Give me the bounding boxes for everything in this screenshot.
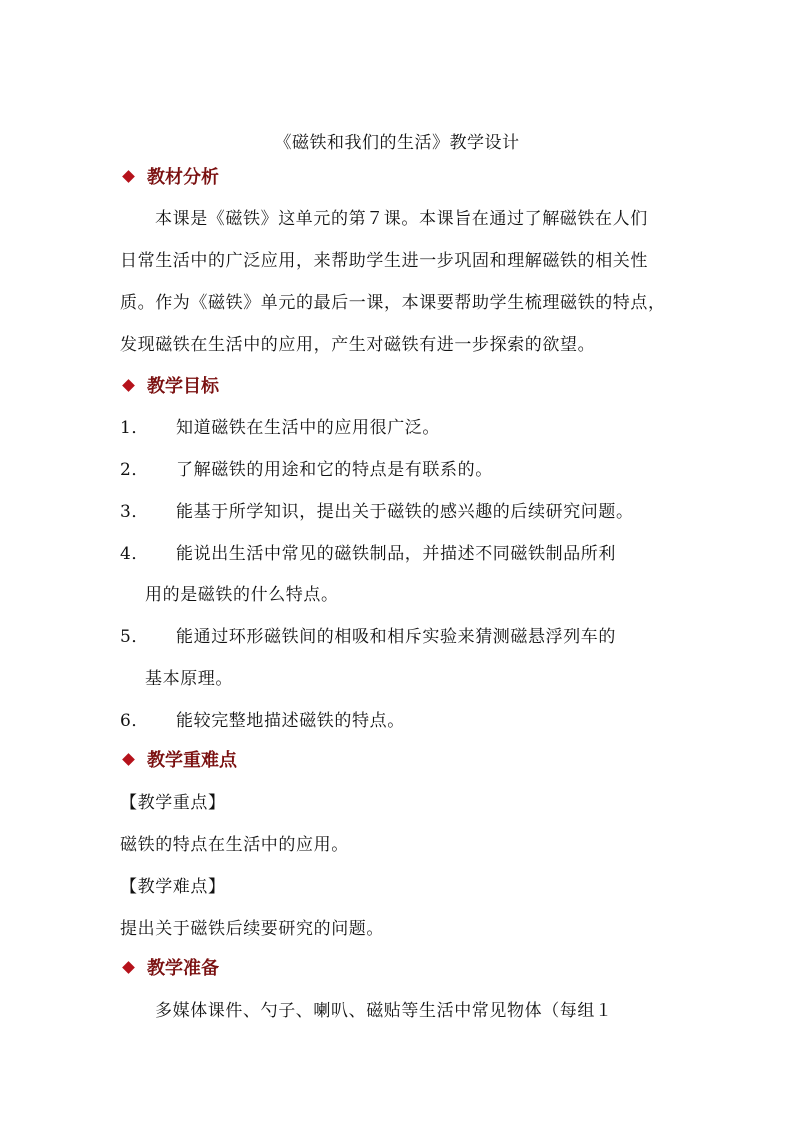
difficult-point-text: 提出关于磁铁后续要研究的问题。	[120, 919, 384, 939]
section-heading-text: 教材分析	[147, 167, 219, 188]
goal-text: 了解磁铁的用途和它的特点是有联系的。	[176, 460, 493, 480]
goal-continuation: 基本原理。	[145, 669, 233, 689]
goal-text: 能较完整地描述磁铁的特点。	[176, 711, 405, 731]
section-heading-keypoints	[120, 746, 237, 772]
section-heading-goals	[120, 372, 219, 398]
goal-item	[120, 622, 616, 647]
goal-number: 1．	[120, 418, 150, 438]
diamond-bullet-icon	[122, 170, 135, 183]
section-heading-analysis	[120, 163, 219, 189]
goal-item	[120, 413, 440, 438]
section-heading-text: 教学重难点	[147, 750, 237, 771]
goal-continuation: 用的是磁铁的什么特点。	[145, 585, 339, 605]
goal-number: 4．	[120, 544, 150, 564]
key-point-label: 【教学重点】	[120, 793, 226, 813]
section-heading-text: 教学准备	[147, 958, 219, 979]
goal-text: 能通过环形磁铁间的相吸和相斥实验来猜测磁悬浮列车的	[176, 627, 616, 647]
goal-text: 能基于所学知识，提出关于磁铁的感兴趣的后续研究问题。	[176, 502, 634, 522]
section-heading-prep	[120, 954, 219, 980]
goal-number: 3．	[120, 502, 150, 522]
goal-number: 5．	[120, 627, 150, 647]
prep-line: 多媒体课件、勺子、喇叭、磁贴等生活中常见物体（每组１	[155, 1001, 613, 1021]
goal-item	[120, 706, 405, 731]
analysis-line: 日常生活中的广泛应用，来帮助学生进一步巩固和理解磁铁的相关性	[120, 251, 648, 271]
goal-item	[120, 539, 616, 564]
diamond-bullet-icon	[122, 961, 135, 974]
key-point-text: 磁铁的特点在生活中的应用。	[120, 835, 349, 855]
analysis-line: 本课是《磁铁》这单元的第７课。本课旨在通过了解磁铁在人们	[155, 209, 648, 229]
analysis-line: 质。作为《磁铁》单元的最后一课，本课要帮助学生梳理磁铁的特点，	[120, 293, 666, 313]
goal-number: 6．	[120, 711, 150, 731]
goal-number: 2．	[120, 460, 150, 480]
goal-item	[120, 455, 493, 480]
analysis-line: 发现磁铁在生活中的应用，产生对磁铁有进一步探索的欲望。	[120, 335, 596, 355]
goal-item	[120, 497, 634, 522]
goal-text: 能说出生活中常见的磁铁制品，并描述不同磁铁制品所利	[176, 544, 616, 564]
section-heading-text: 教学目标	[147, 376, 219, 397]
difficult-point-label: 【教学难点】	[120, 877, 226, 897]
goal-text: 知道磁铁在生活中的应用很广泛。	[176, 418, 440, 438]
document-title: 《磁铁和我们的生活》教学设计	[274, 133, 520, 153]
diamond-bullet-icon	[122, 753, 135, 766]
diamond-bullet-icon	[122, 379, 135, 392]
